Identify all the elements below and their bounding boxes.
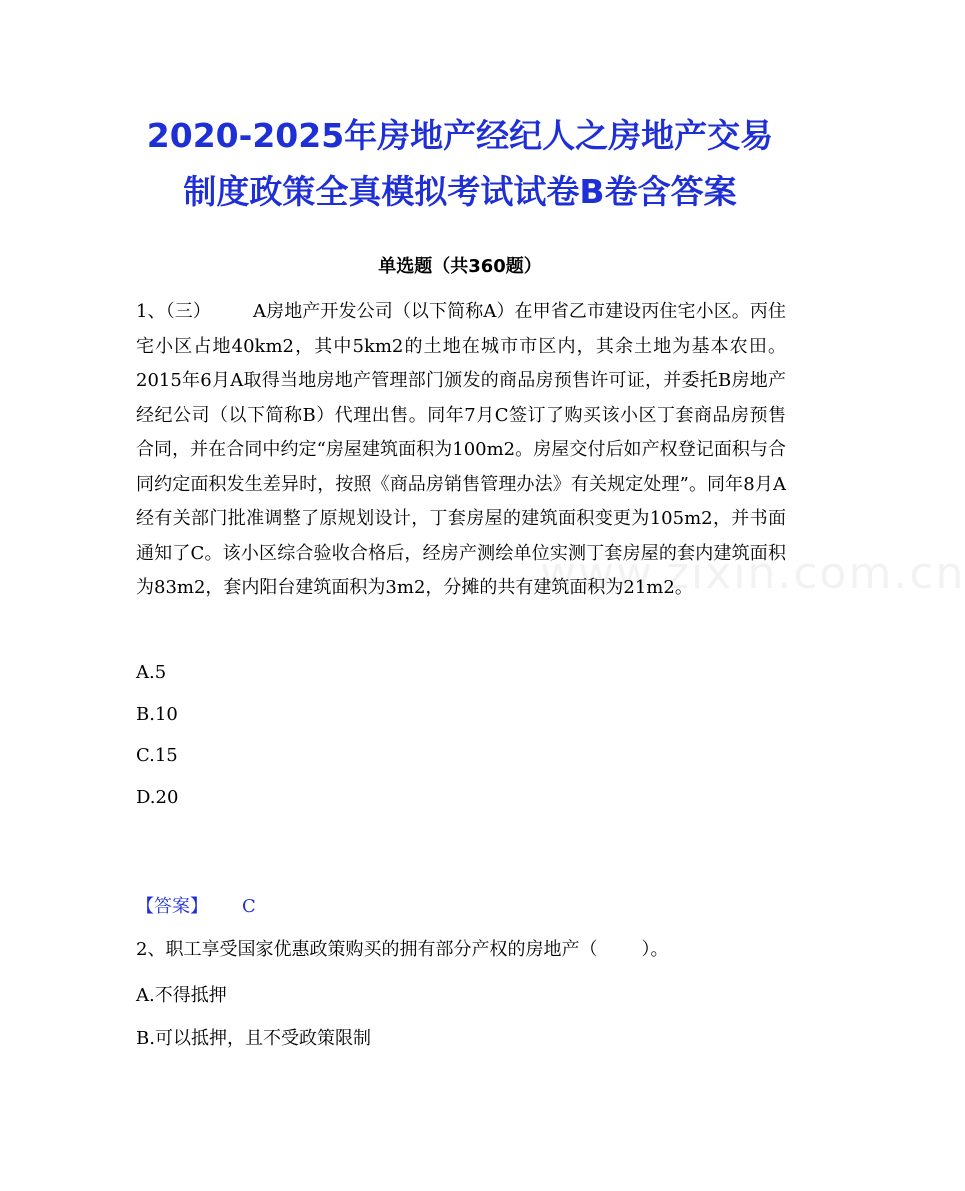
question-2-option-a: A.不得抵押: [136, 985, 227, 1006]
title-line-1: 2020-2025年房地产经纪人之房地产交易: [146, 116, 774, 155]
question-1-text: A房地产开发公司（以下简称A）在甲省乙市建设丙住宅小区。丙住宅小区占地40km2，其中5km2的土地在城市市区内，其余土地为基本农田。2015年6月A取得当地房地产管理部门颁发的商品房预售许可证，并委托B房地产经纪公司（以下简称B）代理出售。同年7月C签订了购买该小区丁套商品房预售合同，并在合同中约定“房屋建筑面积为100m2。房屋交付后如产权登记面积与合同约定面积发生差异时，按照《商品房销售管理办法》有关规定处理”。同年8月A经有关部门批准调整了原规划设计，丁套房屋的建筑面积变更为105m2，并书面通知了C。该小区综合验收合格后，经房产测绘单位实测丁套房屋的套内建筑面积为83m2，套内阳台建筑面积为3m2，分摊的共有建筑面积为21m2。: [136, 301, 787, 598]
question-2: [136, 936, 668, 964]
watermark: www.zixin.com.cn: [540, 548, 965, 599]
question-2-text-before: 2、职工享受国家优惠政策购买的拥有部分产权的房地产（: [136, 939, 598, 960]
question-1-answer: [136, 893, 256, 921]
question-1-option-d: D.20: [136, 787, 179, 808]
question-1-option-a: A.5: [136, 662, 167, 683]
section-heading: 单选题（共360题）: [378, 256, 542, 277]
answer-label: 【答案】: [136, 896, 208, 917]
question-2-option-b: B.可以抵押，且不受政策限制: [136, 1028, 371, 1049]
question-2-text-after: ）。: [641, 939, 669, 960]
answer-value: C: [242, 896, 256, 917]
question-1-option-b: B.10: [136, 704, 178, 725]
question-1: [136, 295, 786, 606]
question-1-option-c: C.15: [136, 745, 178, 766]
document-title: [60, 108, 860, 220]
question-1-number: 1、（三）: [136, 301, 211, 322]
title-line-2: 制度政策全真模拟考试试卷B卷含答案: [183, 172, 737, 211]
